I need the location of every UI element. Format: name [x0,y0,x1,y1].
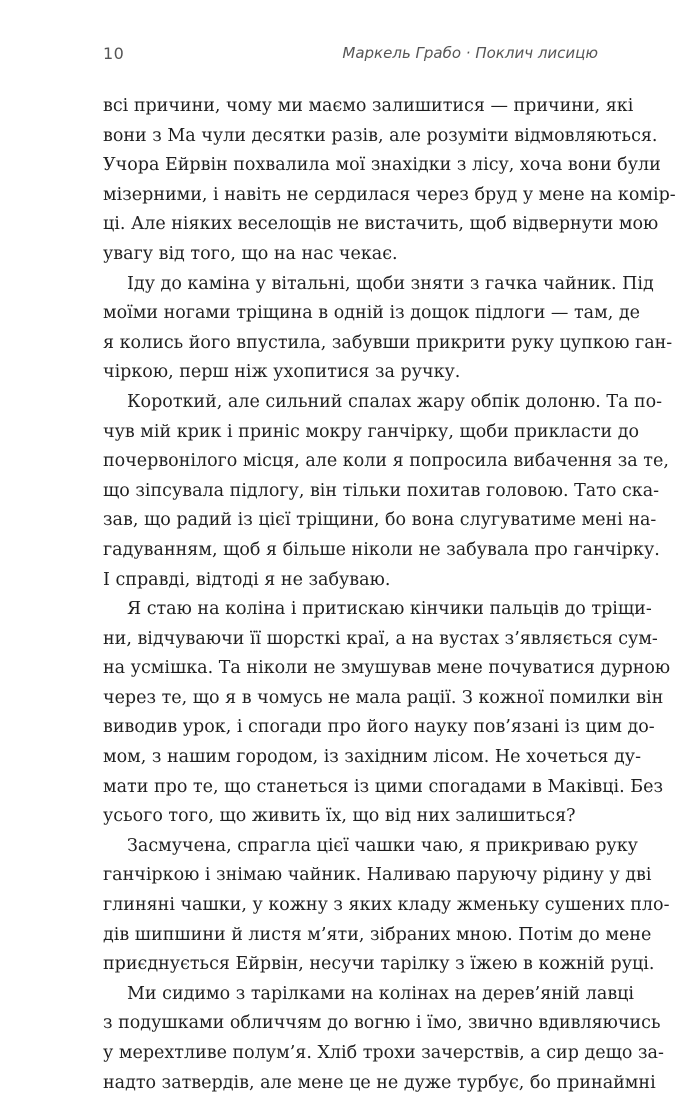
text-line: почервонілого місця, але коли я попросила вибачення за те, [103,451,669,472]
text-line: всі причини, чому ми маємо залишитися — причини, які [103,96,634,116]
text-line: мом, з нашим городом, із західним лісом. Не хочеться ду- [103,747,642,768]
text-line: що зіпсувала підлогу, він тільки похитав головою. Тато ска- [103,480,660,501]
text-line: Короткий, але сильний спалах жару обпік долоню. Та по- [127,391,663,412]
running-head [103,44,598,68]
text-line: ці. Але ніяких веселощів не вистачить, щоб відвернути мою [103,214,659,235]
text-line: з подушками обличчям до вогню і їмо, звично вдивляючись [103,1013,661,1034]
text-line: моїми ногами тріщина в одній із дощок підлоги — там, де [103,303,640,324]
text-line: приєднується Ейрвін, несучи тарілку з їжею в кожній руці. [103,954,655,975]
text-line: мізерними, і навіть не сердилася через бруд у мене на комір- [103,184,676,205]
text-line: я колись його впустила, забувши прикрити руку цупкою ган- [103,332,673,353]
text-line: чіркою, перш ніж ухопитися за ручку. [103,362,461,383]
text-line: глиняні чашки, у кожну з яких кладу жменьку сушених пло- [103,895,670,916]
text-line: Іду до каміна у вітальні, щоби зняти з гачка чайник. Під [127,273,654,294]
text-line: увагу від того, що на нас чекає. [103,243,398,264]
text-line: Учора Ейрвін похвалила мої знахідки з лісу, хоча вони були [103,155,661,176]
text-line: зав, що радий із цієї тріщини, бо вона слугуватиме мені на- [103,510,657,531]
text-line: надто затвердів, але мене це не дуже турбує, бо принаймні [103,1072,656,1093]
body-text [103,92,676,1098]
text-line: виводив урок, і спогади про його науку пов’язані із цим до- [103,717,655,738]
text-line: І справді, відтоді я не забуваю. [103,569,391,590]
text-line: ни, відчуваючи її шорсткі краї, а на вустах з’являється сум- [103,628,658,649]
text-line: усього того, що живить їх, що від них залишиться? [103,806,576,827]
text-line: Я стаю на коліна і притискаю кінчики пальців до тріщи- [127,599,652,620]
text-line: дів шипшини й листя м’яти, зібраних мною. Потім до мене [103,924,652,945]
text-line: Засмучена, спрагла цієї чашки чаю, я прикриваю руку [127,835,638,856]
text-line: ганчіркою і знімаю чайник. Наливаю паруючу рідину у дві [103,865,652,886]
text-line: мати про те, що станеться із цими спогадами в Маківці. Без [103,776,663,797]
text-line: чув мій крик і приніс мокру ганчірку, щоби прикласти до [103,421,640,442]
text-line: на усмішка. Та ніколи не змушував мене почуватися дурною [103,658,671,679]
text-line: гадуванням, щоб я більше ніколи не забувала про ганчірку. [103,539,660,560]
text-line: Ми сидимо з тарілками на колінах на дерев’яній лавці [127,983,635,1004]
text-line: через те, що я в чомусь не мала рації. З кожної помилки він [103,687,664,708]
page-number: 10 [103,44,125,63]
running-title: Маркель Грабо · Поклич лисицю [342,44,598,62]
text-line: вони з Ма чули десятки разів, але розуміти відмовляються. [103,125,658,146]
text-line: у мерехтливе полум’я. Хліб трохи зачерствів, а сир дещо за- [103,1043,664,1063]
